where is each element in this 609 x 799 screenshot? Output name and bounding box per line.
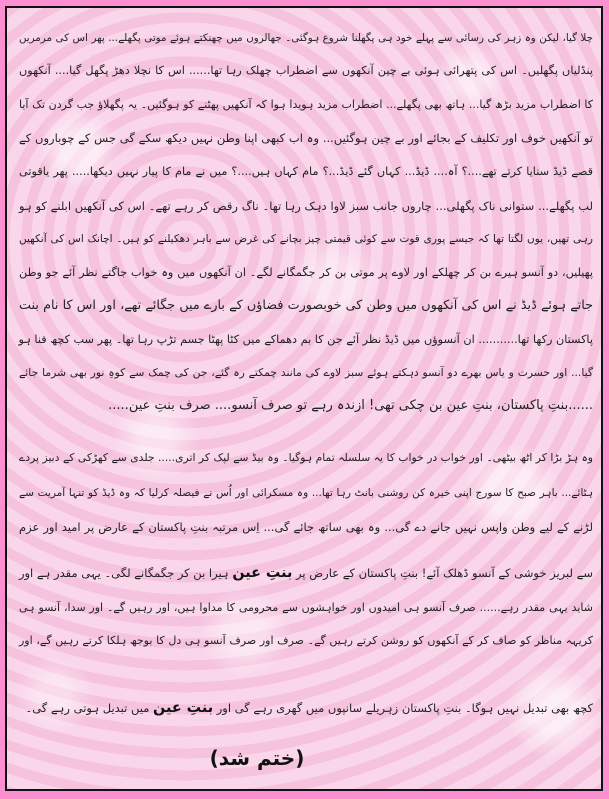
text-line: پھیلیں، دو آنسو ہیرے بن کر چھلکے اور لاوے پر موتی بن کر جگمگانے لگے۔ ان آنکھوں میں وہ خواب جاگتے نظر آئے جو وطن [19, 266, 593, 279]
the-end-label: (ختم شد) [209, 746, 305, 770]
highlighted-name: بنتِ عین [232, 565, 293, 581]
text-segment: سے لبریز خوشی کے آنسو ڈھلک آئے! بنتِ پاکستان کے عارض پر [296, 566, 593, 580]
text-line [19, 696, 593, 720]
text-line: پنڈلیاں پگھلیں۔ اس کی پتھرائی ہوئی بے چین آنکھوں سے اضطراب چھلک رہا تھا...... اس کا نچلا دھڑ پگھل گیا.... آنکھوں [19, 64, 593, 77]
text-line: قصے ڈیڈ سنایا کرتے تھے....؟ آہ.... ڈیڈ... کہاں گئے ڈیڈ...؟ مام کہاں ہیں....؟ میں نے مام کا پیار نہیں دیکھا..... پھر یاقوتی [19, 165, 593, 178]
text-segment: کچھ بھی تبدیل نہیں ہوگا۔ بنتِ پاکستان زہریلے سانپوں میں گھری رہے گی اور [216, 701, 593, 715]
text-line: لڑنے کے لیے وطن واپس نہیں جانے دے گی... وہ بھی ساتھ جائے گی... اِس مرتبہ بنتِ پاکستان کے عارض پر امید اور عزم [19, 520, 593, 534]
text-line: جاتے ہوئے ڈیڈ نے اس کی آنکھوں میں وطن کی خوبصورت فضاؤں کے بارے میں جگائے تھے، اور اس کا نام بنت [19, 298, 593, 313]
text-line: وہ ہڑ بڑا کر اٹھ بیٹھی۔ اور خواب در خواب کا یہ سلسلہ تمام ہوگیا۔ وہ بیڈ سے لپک کر اتری..... جلدی سے کھڑکی کے دبیز پردے [19, 451, 593, 464]
text-line: شاید یہی مقدر رہے...... صرف آنسو ہی امیدوں اور خواہشوں سے محرومی کا مداوا ہیں، اور رہیں گے۔ اور سدا، آنسو ہی [19, 601, 593, 614]
text-segment: ہیرا بن کر جگمگانے لگی۔ یہی مقدر ہے اور [18, 566, 229, 580]
text-line: کریہہ مناظر کو صاف کر کے آنکھوں کو روشن کرتے رہیں گے۔ صرف اور صرف آنسو ہی دل کا بوجھ ہلکا کرتے رہیں گے، اور [19, 634, 593, 647]
text-line [19, 561, 593, 585]
story-page [5, 6, 603, 791]
text-segment: میں تبدیل ہوتی رہے گی۔ [25, 701, 150, 715]
text-line: رہی تھیں، یوں لگتا تھا کہ جیسے پوری قوت سے کوئی قیمتی چیز بچانے کی غرض سے باہر دھکیلنے کو ہیں۔ اچانک اس کی آنکھیں [19, 233, 593, 245]
text-line: ......بنتِ پاکستان، بنتِ عین بن چکی تھی! ازندہ رہے تو صرف آنسو.... صرف بنتِ عین..... [108, 398, 593, 413]
text-line: چلا گیا، لیکن وہ زہر کی رسائی سے پہلے خود ہی پگھلنا شروع ہوگئی۔ جھالروں میں چھنکتے ہوئے موتی پگھلے... پھر اس کی مرمریں [19, 32, 593, 44]
text-line: تو آنکھیں خوف اور تکلیف کے بجائے اور بے چین ہوگئیں... وہ اب کبھی اپنا وطن نہیں دیکھ سکے گی جس کے چوباروں کے [19, 131, 593, 145]
text-line: لب پگھلے... ستوانی ناک پگھلی... چاروں جانب سبز لاوا دہک رہا تھا۔ ناگ رقص کر رہے تھے۔ اس کی آنکھیں ابلنے کو ہو [19, 199, 593, 213]
highlighted-name: بنتِ عین [153, 700, 214, 716]
text-line: گیا... اور حسرت و یاس بھرے دو آنسو دہکتے ہوئے سبز لاوے کی مانند چمکتے رہ گئے، جن کی چمک سے کوہِ نور بھی شرما جائے [19, 366, 593, 379]
text-line: ہٹائے... باہر صبح کا سورج اپنی خیرہ کن روشنی بانٹ رہا تھا... وہ مسکرائی اور اُس نے فیصلہ کرلیا کہ وہ ڈیڈ کو تنہا آمریت سے [19, 487, 593, 499]
text-line: کا اضطراب مزید بڑھ گیا... ہاتھ بھی پگھلے... اضطراب مزید ہویدا ہوا کہ آنکھیں پھٹنے کو ہوگئیں۔ یہ پگھلاؤ جب گردن تک آیا [19, 98, 593, 111]
text-line: پاکستان رکھا تھا........... ان آنسوؤں میں ڈیڈ نظر آئے جن کا بم دھماکے میں کٹا پھٹا جسم تڑپ رہا تھا۔ پھر سب کچھ فنا ہو [18, 333, 593, 346]
